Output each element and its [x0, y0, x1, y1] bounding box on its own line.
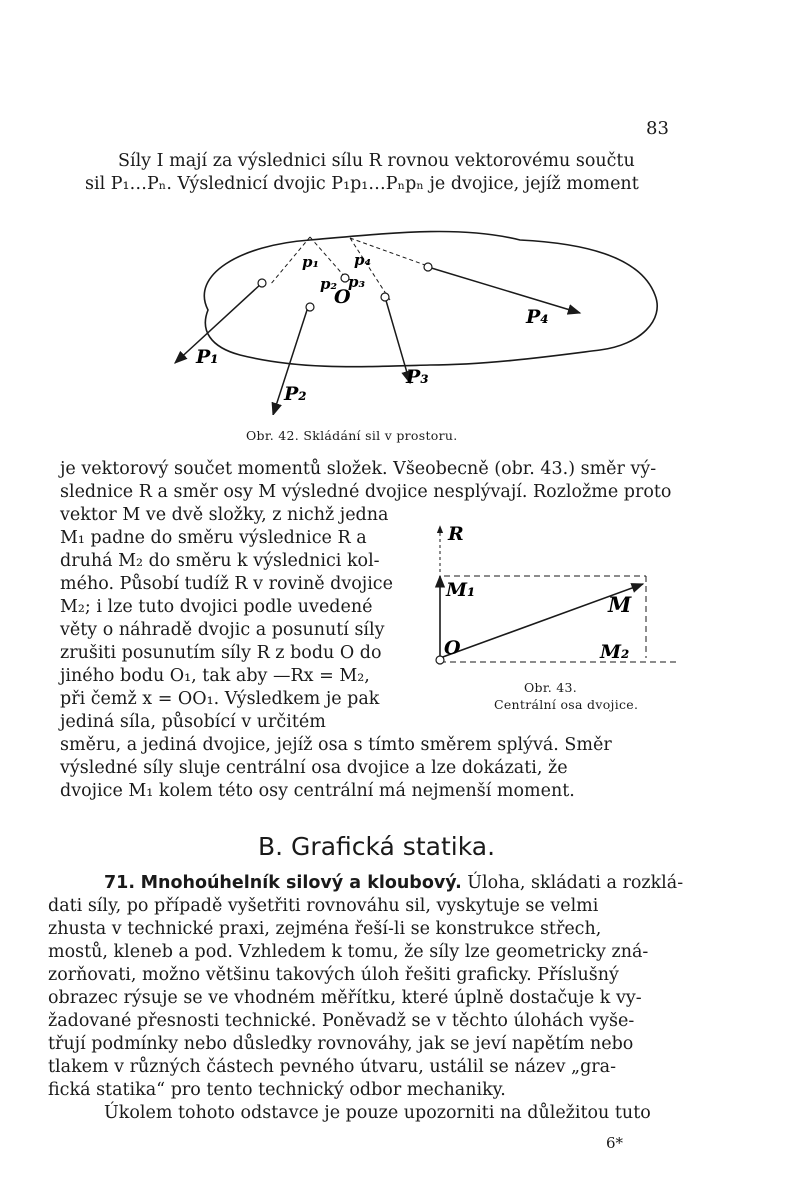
label-o: O — [444, 637, 461, 659]
section-heading: B. Grafická statika. — [258, 832, 496, 861]
paragraph-3-line-9: tlakem v různých částech pevného útvaru, ustálil se název „gra- — [48, 1057, 617, 1077]
paragraph-3-line-8: třují podmínky nebo důsledky rovnováhy, jak se jeví napětím nebo — [48, 1034, 634, 1054]
paragraph-2-line-14: výsledné síly sluje centrální osa dvojice a lze dokázati, že — [60, 758, 568, 778]
label-p1-force: P₁ — [196, 346, 219, 368]
label-r: R — [448, 523, 464, 545]
label-p1-small: p₁ — [302, 253, 320, 271]
paragraph-3-line-11: Úkolem tohoto odstavce je pouze upozorniti na důležitou tuto — [104, 1103, 651, 1123]
paragraph-3-line-2: dati síly, po případě vyšetřiti rovnováhu sil, vyskytuje se velmi — [48, 896, 599, 916]
paragraph-1-line-2: sil P₁…Pₙ. Výslednicí dvojic P₁p₁…Pₙpₙ je dvojice, jejíž moment — [85, 174, 639, 194]
paragraph-2-line-13: směru, a jediná dvojice, jejíž osa s tímto směrem splývá. Směr — [60, 735, 612, 755]
paragraph-2-line-4: M₁ padne do směru výslednice R a — [60, 528, 367, 548]
label-m2: M₂ — [600, 641, 630, 663]
paragraph-2-line-3: vektor M ve dvě složky, z nichž jedna — [60, 505, 389, 525]
paragraph-2-line-10: jiného bodu O₁, tak aby —Rx = M₂, — [60, 666, 370, 686]
origin-point — [436, 656, 444, 664]
figure-43-caption-text: Centrální osa dvojice. — [494, 697, 639, 712]
paragraph-3-line-1 — [104, 872, 683, 894]
label-origin: O — [334, 286, 351, 308]
lead-title: Mnohoúhelník silový a kloubový. — [140, 873, 462, 893]
paragraph-3-line-6: obrazec rýsuje se ve vhodném měřítku, které úplně dostačuje k vy- — [48, 988, 642, 1008]
label-p4-small: p₄ — [354, 251, 372, 269]
point-p4 — [424, 263, 432, 271]
point-p2 — [306, 303, 314, 311]
label-p4-force: P₄ — [526, 306, 549, 328]
paragraph-2-line-2: slednice R a směr osy M výsledné dvojice nesplývají. Rozložme proto — [60, 482, 672, 502]
figure-42-diagram — [160, 215, 690, 415]
paragraph-3-line-5: zorňovati, možno většinu takových úloh řešiti graficky. Příslušný — [48, 965, 619, 985]
force-p4-arrow — [428, 267, 580, 313]
paragraph-2-line-5: druhá M₂ do směru k výslednici kol- — [60, 551, 380, 571]
figure-43-diagram — [428, 518, 688, 678]
body-outline — [204, 231, 657, 366]
paragraph-2-line-12: jediná síla, působící v určitém — [60, 712, 326, 732]
paragraph-3-line-4: mostů, kleneb a pod. Vzhledem k tomu, že síly lze geometricky zná- — [48, 942, 649, 962]
paragraph-3-line-7: žadované přesnosti technické. Poněvadž se v těchto úlohách vyše- — [48, 1011, 635, 1031]
paragraph-2-line-11: při čemž x = OO₁. Výsledkem je pak — [60, 689, 380, 709]
paragraph-2-line-15: dvojice M₁ kolem této osy centrální má nejmenší moment. — [60, 781, 575, 801]
point-p3 — [381, 293, 389, 301]
signature-mark: 6* — [606, 1134, 624, 1152]
paragraph-2-line-7: M₂; i lze tuto dvojici podle uvedené — [60, 597, 373, 617]
paragraph-3-line-3: zhusta v technické praxi, zejména řeší-li se konstrukce střech, — [48, 919, 602, 939]
label-p2-small: p₂ — [320, 275, 338, 293]
page-number: 83 — [646, 118, 669, 139]
point-p1 — [258, 279, 266, 287]
lead-text: Úloha, skládati a rozklá- — [467, 873, 684, 893]
paragraph-2-line-8: věty o náhradě dvojic a posunutí síly — [60, 620, 385, 640]
label-p3-small: p₃ — [348, 273, 366, 291]
paragraph-2-line-9: zrušiti posunutím síly R z bodu O do — [60, 643, 382, 663]
label-m: M — [608, 592, 632, 617]
label-m1: M₁ — [446, 579, 476, 601]
lead-number: 71. — [104, 873, 136, 893]
paragraph-2-line-6: mého. Působí tudíž R v rovině dvojice — [60, 574, 393, 594]
figure-43-caption-number: Obr. 43. — [524, 680, 578, 695]
paragraph-1-line-1: Síly I mají za výslednici sílu R rovnou vektorovému součtu — [118, 151, 635, 171]
label-p3-force: P₃ — [406, 366, 429, 388]
paragraph-2-line-1: je vektorový součet momentů složek. Všeobecně (obr. 43.) směr vý- — [60, 459, 657, 479]
figure-42-caption: Obr. 42. Skládání sil v prostoru. — [246, 428, 458, 443]
label-p2-force: P₂ — [284, 383, 307, 405]
paragraph-3-line-10: fická statika“ pro tento technický odbor mechaniky. — [48, 1080, 506, 1100]
